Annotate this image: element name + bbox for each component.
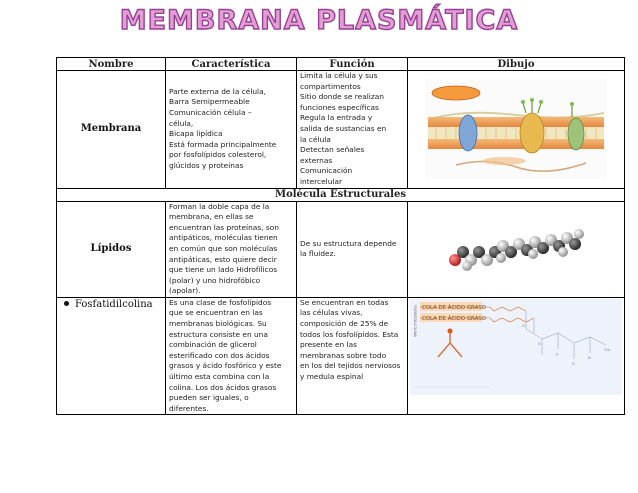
section-title: Molécula Estructurales — [57, 188, 625, 201]
page-title: MEMBRANA PLASMÁTICA — [119, 5, 519, 36]
text-line: diferentes. — [169, 403, 209, 413]
row-lipidos — [57, 201, 625, 297]
text-line: (apolar). — [169, 286, 201, 296]
row-membrana — [57, 71, 625, 189]
bullet-icon — [64, 301, 69, 306]
header-caracteristica: Característica — [166, 58, 297, 71]
svg-text:FOSFATIDILCOLINA: FOSFATIDILCOLINA — [413, 304, 417, 337]
text-line: todos los fosfolípidos. Esta — [300, 329, 399, 339]
membrane-table — [56, 57, 625, 415]
text-line: colina. Los dos ácidos grasos — [169, 382, 277, 392]
membrane-bilayer-illustration — [426, 79, 606, 179]
text-line: funciones específicas — [300, 102, 379, 112]
row-name: Membrana — [57, 71, 166, 189]
text-line: (polar) y uno hidrofóbico — [169, 275, 261, 285]
text-line: en los del tejidos nerviosos — [300, 361, 401, 371]
diagram-label-1: COLA DE ÁCIDO GRASO — [422, 304, 486, 311]
row-caracteristica — [166, 201, 297, 297]
membrane-illustration-cell — [408, 71, 625, 189]
row-funcion — [297, 297, 408, 415]
text-line: las células vivas, — [300, 308, 363, 318]
row-fosfatidilcolina — [57, 297, 625, 415]
text-line: composición de 25% de — [300, 319, 389, 329]
text-line: Es una clase de fosfolípidos — [169, 297, 272, 307]
svg-text:N: N — [588, 355, 591, 360]
svg-text:O: O — [522, 323, 525, 328]
text-line: pueden ser iguales, o — [169, 393, 249, 403]
text-line: estructura consiste en una — [169, 329, 268, 339]
text-line: esterificado con dos ácidos — [169, 350, 270, 360]
text-line: presente en las — [300, 340, 358, 350]
text-line: membranas biológicas. Su — [169, 319, 267, 329]
text-line: Regula la entrada y — [300, 113, 373, 123]
row-caracteristica — [166, 71, 297, 189]
text-line: antipáticos, moléculas tienen — [169, 233, 278, 243]
text-line: Forman la doble capa de la — [169, 201, 270, 211]
text-line: la célula — [300, 134, 331, 144]
lipid-molecule-model — [441, 216, 591, 282]
row-name: Fosfatidilcolina — [75, 298, 153, 310]
text-line: Parte externa de la célula, — [169, 86, 266, 96]
row-name-cell — [57, 297, 166, 415]
text-line: membranas sobre todo — [300, 350, 387, 360]
text-line: glúcidos y proteínas — [169, 161, 244, 171]
section-row — [57, 188, 625, 201]
svg-text:O: O — [538, 341, 541, 346]
header-row — [57, 58, 625, 71]
header-dibujo: Dibujo — [408, 58, 625, 71]
header-funcion: Función — [297, 58, 408, 71]
row-caracteristica — [166, 297, 297, 415]
text-line: célula, — [169, 118, 194, 128]
text-line: grasos y ácido fosfórico y este — [169, 361, 282, 371]
text-line: Se encuentran en todas — [300, 297, 389, 307]
text-line: Limita la célula y sus — [300, 71, 378, 80]
text-line: Comunicación — [300, 166, 353, 176]
svg-text:CH₃: CH₃ — [604, 347, 611, 352]
row-name: Lípidos — [57, 201, 166, 297]
text-line: por fosfolípidos colesterol, — [169, 150, 267, 160]
header-nombre: Nombre — [57, 58, 166, 71]
lipid-illustration-cell — [408, 201, 625, 297]
text-line: y medula espinal — [300, 372, 364, 382]
text-line: último esta combina con la — [169, 372, 270, 382]
phosphatidylcholine-illustration-cell — [408, 297, 625, 415]
text-line: que tiene un lado Hidrofílicos — [169, 265, 278, 275]
text-line: Detectan señales — [300, 145, 365, 155]
text-line: encuentran las proteínas, son — [169, 222, 279, 232]
text-line: intercelular — [300, 176, 343, 186]
svg-text:P: P — [556, 352, 559, 357]
phosphatidylcholine-structure-diagram — [410, 299, 622, 395]
text-line: compartimentos — [300, 81, 361, 91]
text-line: Bicapa lipídica — [169, 129, 223, 139]
text-line: Sitio donde se realizan — [300, 92, 384, 102]
diagram-label-2: COLA DE ÁCIDO GRASO — [422, 315, 486, 322]
row-funcion — [297, 71, 408, 189]
text-line: combinación de glicerol — [169, 340, 257, 350]
text-line: en común que son moléculas — [169, 243, 278, 253]
text-line: externas — [300, 155, 333, 165]
text-line: que se encuentran en las — [169, 308, 263, 318]
text-line: Está formada principalmente — [169, 139, 277, 149]
svg-text:O: O — [572, 361, 575, 366]
text-line: membrana, en ellas se — [169, 212, 254, 222]
text-line: Barra Semipermeable — [169, 97, 250, 107]
row-funcion: De su estructura depende la fluidez. — [297, 201, 408, 297]
text-line: Comunicación célula – — [169, 108, 252, 118]
text-line: antipáticas, esto quiere decir — [169, 254, 277, 264]
text-line: salida de sustancias en — [300, 123, 387, 133]
